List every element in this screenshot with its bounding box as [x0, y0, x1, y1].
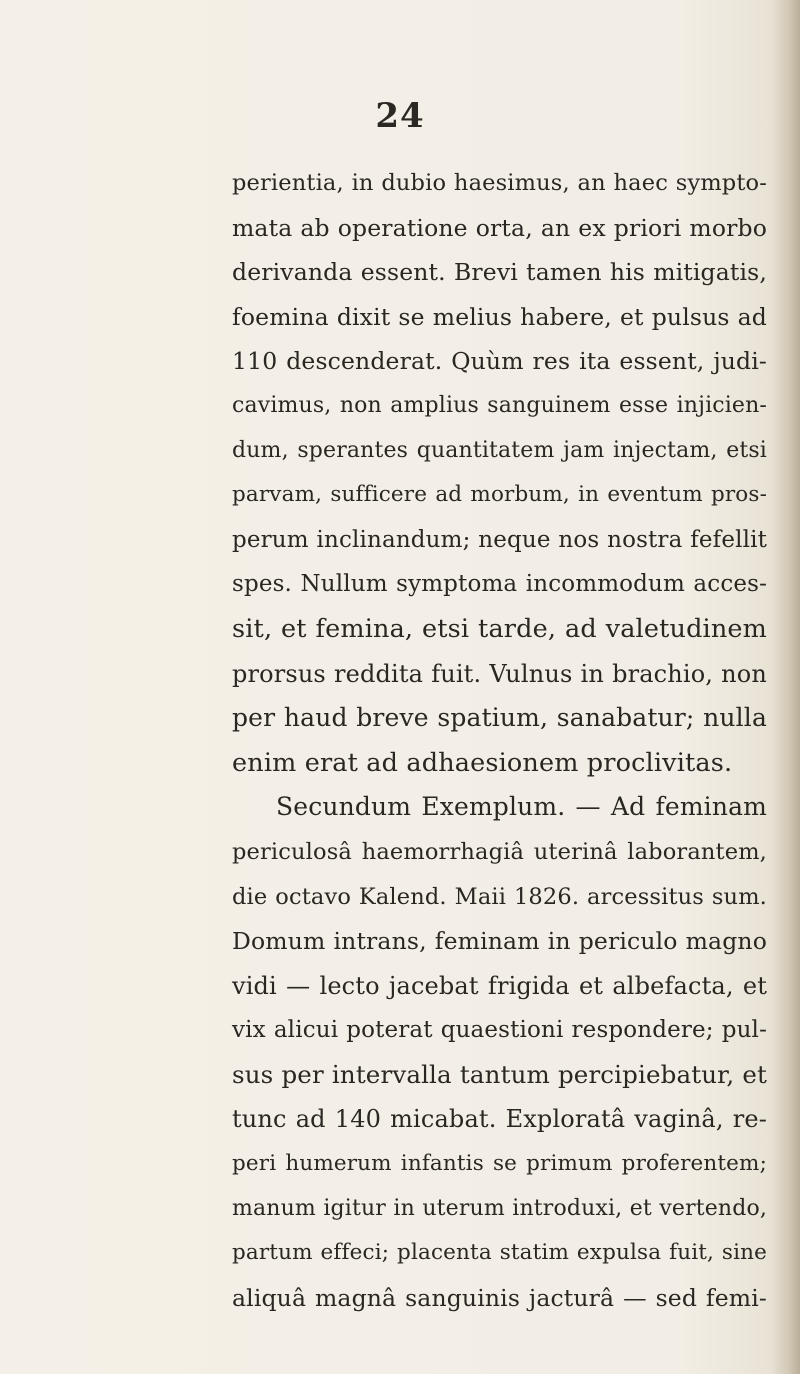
text-line: vix alicui poterat quaestioni respondere; pul- — [232, 1017, 767, 1044]
text-line: dum, sperantes quantitatem jam injectam, etsi — [232, 437, 767, 463]
text-line: sit, et femina, etsi tarde, ad valetudinem — [232, 613, 767, 644]
text-line: per haud breve spatium, sanabatur; nulla — [232, 703, 767, 733]
text-line: cavimus, non amplius sanguinem esse injicien- — [232, 392, 767, 418]
page-edge-shadow — [772, 0, 800, 1374]
text-line: partum effeci; placenta statim expulsa fuit, sine — [232, 1240, 767, 1266]
page-number: 24 — [375, 96, 425, 136]
text-line: foemina dixit se melius habere, et pulsus ad — [232, 302, 767, 331]
text-line: derivanda essent. Brevi tamen his mitigatis, — [232, 258, 767, 287]
text-line: Domum intrans, feminam in periculo magno — [232, 927, 767, 956]
text-line: periculosâ haemorrhagiâ uterinâ laborantem, — [232, 838, 767, 865]
text-line: prorsus reddita fuit. Vulnus in brachio, non — [232, 659, 767, 688]
text-line: manum igitur in uterum introduxi, et vertendo, — [232, 1195, 767, 1221]
text-line: mata ab operatione orta, an ex priori morbo — [232, 213, 767, 242]
text-line: sus per intervalla tantum percipiebatur, et — [232, 1059, 767, 1089]
text-line: 110 descenderat. Quùm res ita essent, judi- — [232, 347, 767, 376]
text-line: aliquâ magnâ sanguinis jacturâ — sed femi- — [232, 1283, 767, 1312]
text-line: perientia, in dubio haesimus, an haec sympto- — [232, 170, 767, 196]
text-line: perum inclinandum; neque nos nostra fefellit — [232, 526, 767, 553]
text-line: enim erat ad adhaesionem proclivitas. — [232, 747, 733, 778]
text-line: vidi — lecto jacebat frigida et albefacta, et — [232, 971, 767, 1000]
text-line: parvam, sufficere ad morbum, in eventum pros- — [232, 482, 767, 508]
body-text — [232, 161, 767, 1320]
text-line: Secundum Exemplum. — Ad feminam — [276, 792, 767, 822]
text-line: peri humerum infantis se primum proferentem; — [232, 1151, 767, 1177]
text-line: spes. Nullum symptoma incommodum acces- — [232, 571, 767, 598]
text-line: die octavo Kalend. Maii 1826. arcessitus sum. — [232, 883, 767, 910]
text-line: tunc ad 140 micabat. Exploratâ vaginâ, re- — [232, 1105, 767, 1134]
